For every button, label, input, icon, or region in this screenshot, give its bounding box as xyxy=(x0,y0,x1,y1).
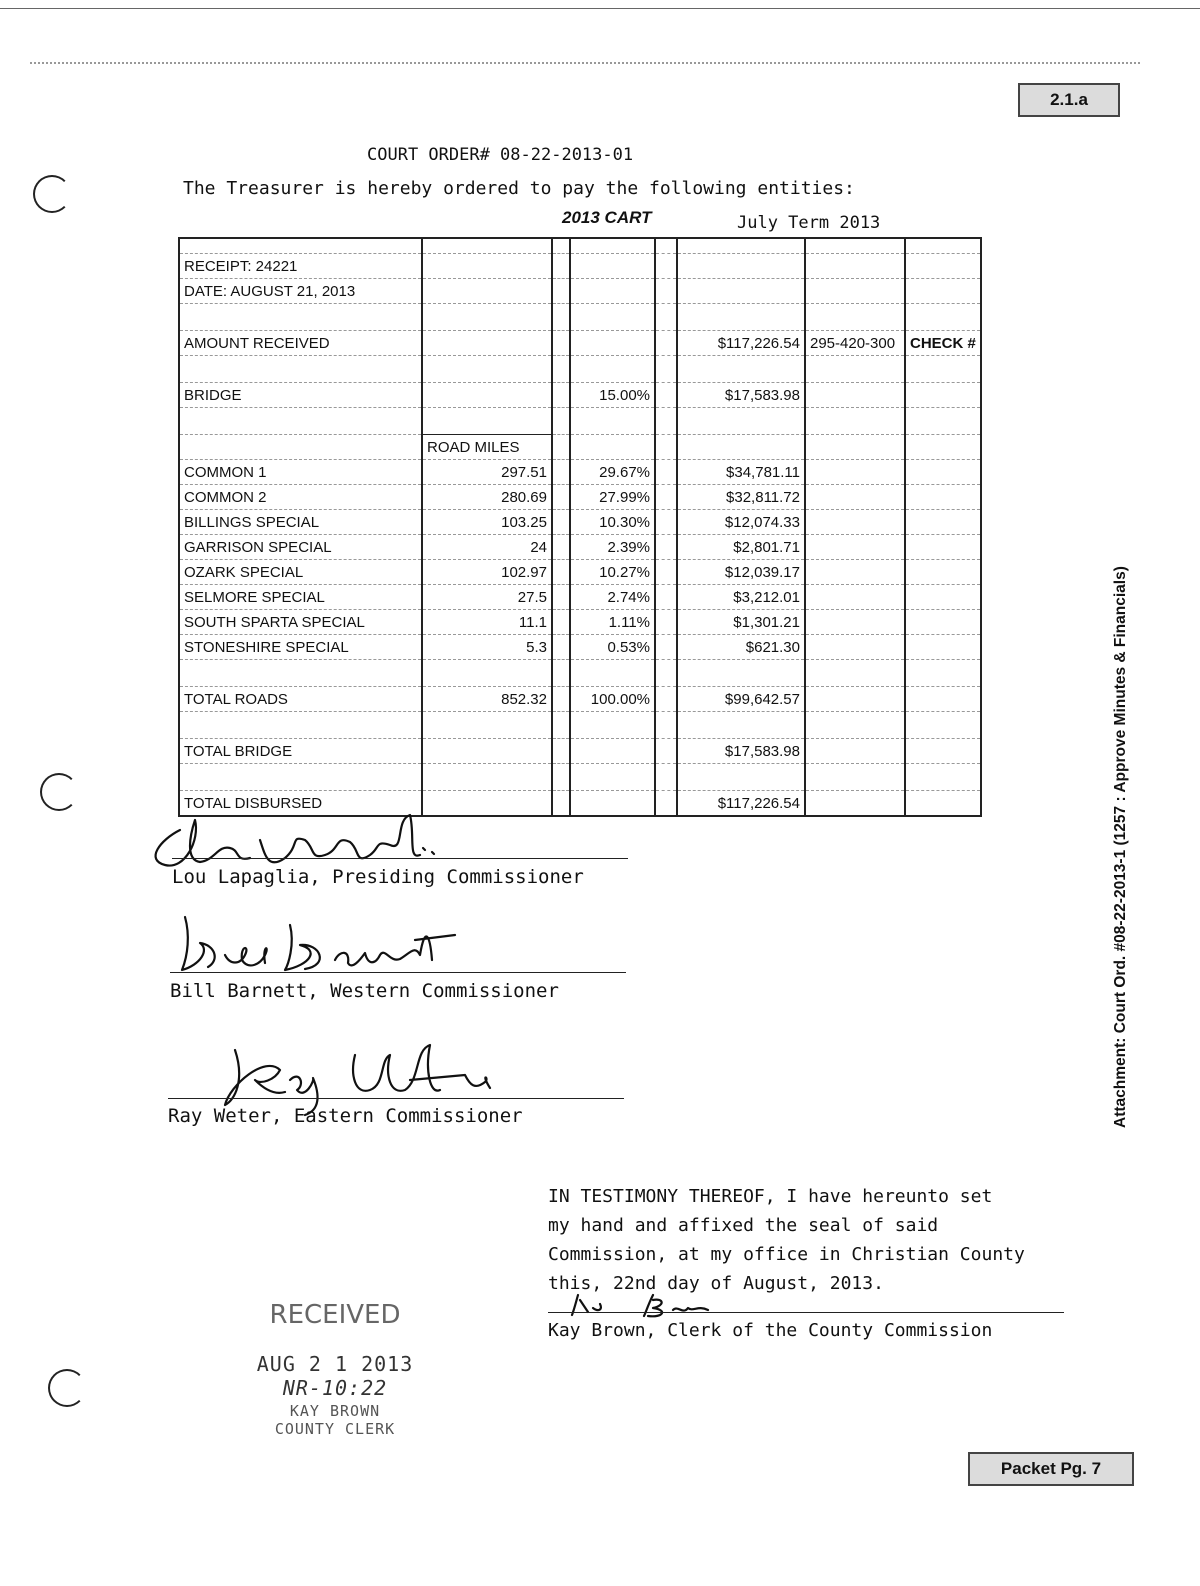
punch-hole-bottom xyxy=(48,1369,86,1407)
total-roads-percent: 100.00% xyxy=(570,687,655,712)
road-amount-value: $621.30 xyxy=(677,635,805,660)
road-percent-value: 0.53% xyxy=(570,635,655,660)
presiding-commissioner-label: Lou Lapaglia, Presiding Commissioner xyxy=(172,866,584,888)
table-row xyxy=(179,304,981,331)
disbursement-table xyxy=(178,237,982,817)
table-row xyxy=(179,560,981,585)
road-amount-value: $3,212.01 xyxy=(677,585,805,610)
road-amount-value: $12,074.33 xyxy=(677,510,805,535)
total-roads-label: TOTAL ROADS xyxy=(179,687,422,712)
road-miles-value: 5.3 xyxy=(422,635,552,660)
table-row xyxy=(179,238,981,254)
side-attachment-label: Attachment: Court Ord. #08-22-2013-1 (1257 : Approve Minutes & Financials) xyxy=(1112,566,1129,1128)
table-row xyxy=(179,485,981,510)
road-miles-value: 27.5 xyxy=(422,585,552,610)
packet-page-tag xyxy=(968,1452,1134,1486)
road-amount-value: $32,811.72 xyxy=(677,485,805,510)
table-row xyxy=(179,408,981,435)
order-instruction: The Treasurer is hereby ordered to pay the following entities: xyxy=(183,178,855,199)
signature-line-clerk xyxy=(548,1312,1064,1313)
road-entity-name: GARRISON SPECIAL xyxy=(179,535,422,560)
court-order-number: COURT ORDER# 08-22-2013-01 xyxy=(367,145,634,165)
table-row xyxy=(179,510,981,535)
road-entity-name: COMMON 1 xyxy=(179,460,422,485)
road-entity-name: SOUTH SPARTA SPECIAL xyxy=(179,610,422,635)
punch-hole-middle xyxy=(40,773,78,811)
table-row xyxy=(179,585,981,610)
total-roads-row xyxy=(179,687,981,712)
stamp-name: KAY BROWN xyxy=(289,1402,381,1420)
road-miles-value: 24 xyxy=(422,535,552,560)
road-amount-value: $1,301.21 xyxy=(677,610,805,635)
table-row xyxy=(179,279,981,304)
total-disbursed-amount: $117,226.54 xyxy=(677,791,805,817)
table-row xyxy=(179,254,981,279)
road-percent-value: 2.39% xyxy=(570,535,655,560)
stamp-time: NR-10:22 xyxy=(282,1376,388,1400)
road-miles-value: 280.69 xyxy=(422,485,552,510)
table-row xyxy=(179,356,981,383)
attachment-tag xyxy=(1018,83,1120,117)
term-label: July Term 2013 xyxy=(737,213,881,233)
clerk-label: Kay Brown, Clerk of the County Commission xyxy=(548,1320,993,1341)
date-label: DATE: AUGUST 21, 2013 xyxy=(179,279,422,304)
bridge-amount: $17,583.98 xyxy=(677,383,805,408)
page-top-edge xyxy=(0,8,1200,9)
attachment-tag-label: 2.1.a xyxy=(1050,90,1088,109)
total-bridge-row xyxy=(179,739,981,764)
testimony-line: Commission, at my office in Christian County xyxy=(548,1244,1025,1265)
amount-received-label: AMOUNT RECEIVED xyxy=(179,331,422,356)
bridge-percent: 15.00% xyxy=(570,383,655,408)
testimony-block xyxy=(548,1182,1025,1298)
road-miles-value: 11.1 xyxy=(422,610,552,635)
table-row xyxy=(179,610,981,635)
total-roads-miles: 852.32 xyxy=(422,687,552,712)
road-miles-value: 103.25 xyxy=(422,510,552,535)
stamp-received: RECEIVED xyxy=(269,1300,401,1330)
stamp-date: AUG 2 1 2013 xyxy=(256,1352,414,1376)
eastern-commissioner-label: Ray Weter, Eastern Commissioner xyxy=(168,1105,523,1127)
signature-ray-weter xyxy=(205,1010,505,1120)
table-row xyxy=(179,460,981,485)
road-amount-value: $12,039.17 xyxy=(677,560,805,585)
table-row xyxy=(179,660,981,687)
table-row xyxy=(179,712,981,739)
stamp-title: COUNTY CLERK xyxy=(274,1420,396,1438)
table-row xyxy=(179,535,981,560)
table-row xyxy=(179,764,981,791)
signature-line-western xyxy=(170,972,626,973)
signature-kay-brown xyxy=(548,1290,748,1320)
road-miles-header: ROAD MILES xyxy=(422,435,552,460)
amount-received-row xyxy=(179,331,981,356)
bridge-label: BRIDGE xyxy=(179,383,422,408)
received-stamp xyxy=(250,1300,420,1438)
road-amount-value: $2,801.71 xyxy=(677,535,805,560)
road-percent-value: 27.99% xyxy=(570,485,655,510)
account-number: 295-420-300 xyxy=(805,331,905,356)
total-roads-amount: $99,642.57 xyxy=(677,687,805,712)
road-miles-value: 297.51 xyxy=(422,460,552,485)
road-entity-name: COMMON 2 xyxy=(179,485,422,510)
road-entity-name: OZARK SPECIAL xyxy=(179,560,422,585)
signature-bill-barnett xyxy=(170,905,470,980)
road-percent-value: 29.67% xyxy=(570,460,655,485)
western-commissioner-label: Bill Barnett, Western Commissioner xyxy=(170,980,559,1002)
bridge-row xyxy=(179,383,981,408)
road-miles-header-row xyxy=(179,435,981,460)
road-entity-name: BILLINGS SPECIAL xyxy=(179,510,422,535)
road-percent-value: 10.30% xyxy=(570,510,655,535)
packet-page-label: Packet Pg. 7 xyxy=(1000,1459,1102,1478)
road-percent-value: 10.27% xyxy=(570,560,655,585)
testimony-line: my hand and affixed the seal of said xyxy=(548,1215,939,1236)
road-percent-value: 2.74% xyxy=(570,585,655,610)
total-disbursed-label: TOTAL DISBURSED xyxy=(179,791,422,817)
testimony-line: this, 22nd day of August, 2013. xyxy=(548,1273,884,1294)
table-row xyxy=(179,635,981,660)
road-miles-value: 102.97 xyxy=(422,560,552,585)
road-entity-name: SELMORE SPECIAL xyxy=(179,585,422,610)
receipt-label: RECEIPT: 24221 xyxy=(179,254,422,279)
testimony-line: IN TESTIMONY THEREOF, I have hereunto set xyxy=(548,1186,993,1207)
road-entity-name: STONESHIRE SPECIAL xyxy=(179,635,422,660)
cart-label: 2013 CART xyxy=(562,208,652,227)
punch-hole-top xyxy=(33,175,71,213)
total-bridge-amount: $17,583.98 xyxy=(677,739,805,764)
road-amount-value: $34,781.11 xyxy=(677,460,805,485)
signature-line-presiding xyxy=(172,858,628,859)
road-percent-value: 1.11% xyxy=(570,610,655,635)
amount-received-value: $117,226.54 xyxy=(677,331,805,356)
check-number-header: CHECK # xyxy=(905,331,981,356)
total-bridge-label: TOTAL BRIDGE xyxy=(179,739,422,764)
signature-line-eastern xyxy=(168,1098,624,1099)
scan-artifact-line xyxy=(30,62,1140,64)
